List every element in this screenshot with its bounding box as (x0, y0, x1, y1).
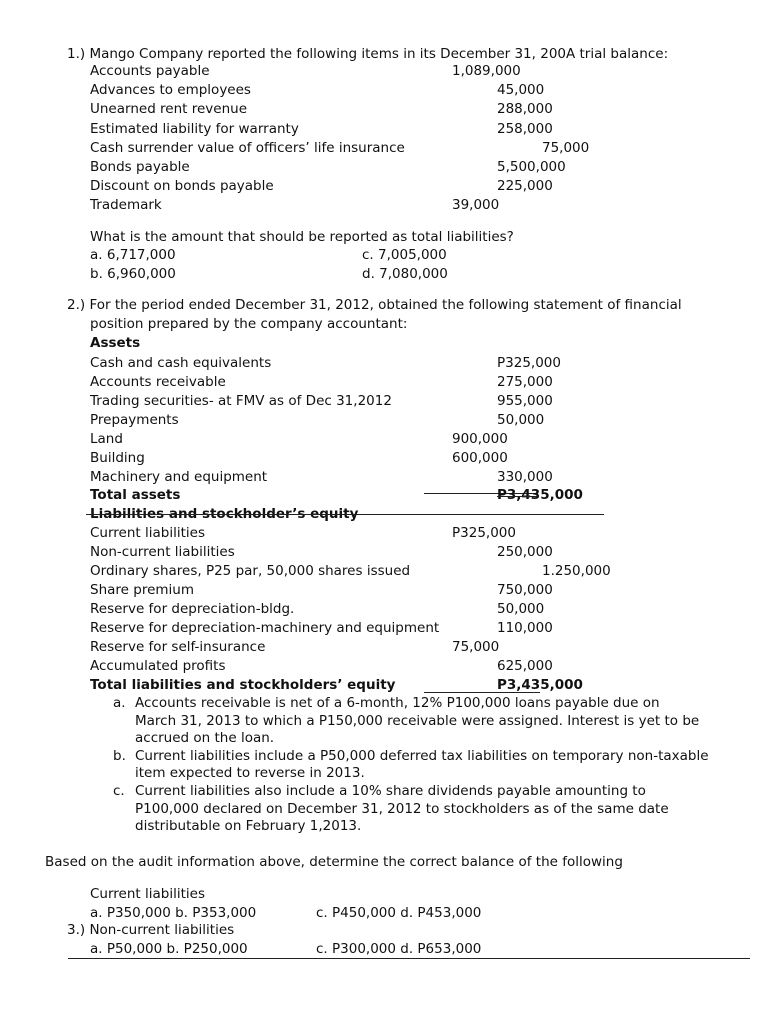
note-marker: a. (113, 695, 126, 711)
asset-item-amount: P325,000 (497, 355, 561, 371)
note-text-line: item expected to reverse in 2013. (135, 765, 365, 782)
liability-item-label: Non-current liabilities (90, 544, 235, 560)
q3-choices-cd: c. P300,000 d. P653,000 (316, 941, 482, 957)
q3-label: 3.) Non-current liabilities (67, 922, 235, 938)
trial-balance-item-label: Estimated liability for warranty (90, 120, 299, 137)
trial-balance-item-amount: 5,500,000 (497, 159, 566, 175)
liability-item-amount: P325,000 (452, 525, 516, 541)
note-text-line: Current liabilities include a P50,000 deferred tax liabilities on temporary non-taxable (135, 747, 709, 764)
total-liabilities-label: Total liabilities and stockholders’ equity (90, 677, 396, 693)
liabilities-heading-strike (86, 514, 604, 515)
asset-item-amount: 900,000 (452, 431, 508, 447)
sub-current-choices-ab: a. P350,000 b. P353,000 (90, 905, 257, 921)
liability-item-amount: 110,000 (497, 620, 553, 636)
q1-choice-a: a. 6,717,000 (90, 247, 176, 263)
q1-intro: 1.) Mango Company reported the following items in its December 31, 200A trial balance: (67, 46, 669, 62)
asset-item-amount: 275,000 (497, 374, 553, 390)
note-text-line: P100,000 declared on December 31, 2012 to stockholders as of the same date (135, 800, 669, 817)
q1-choice-c: c. 7,005,000 (362, 247, 447, 263)
total-liabilities-rule (424, 692, 540, 693)
q1-choice-d: d. 7,080,000 (362, 266, 448, 282)
liability-item-amount: 50,000 (497, 601, 545, 617)
q1-question: What is the amount that should be reported as total liabilities? (90, 229, 514, 245)
note-text-line: March 31, 2013 to which a P150,000 receivable were assigned. Interest is yet to be (135, 712, 700, 729)
trial-balance-item-amount: 39,000 (452, 197, 500, 214)
q2-intro-line-1: 2.) For the period ended December 31, 2012, obtained the following statement of financial (67, 297, 682, 313)
asset-item-label: Building (90, 450, 145, 466)
trial-balance-item-amount: 45,000 (497, 82, 545, 99)
asset-item-label: Machinery and equipment (90, 469, 268, 485)
sub-current-label: Current liabilities (90, 886, 205, 902)
trial-balance-item-amount: 75,000 (542, 139, 590, 156)
assets-heading: Assets (90, 335, 141, 351)
trial-balance-item-label: Cash surrender value of officers’ life insurance (90, 139, 405, 156)
asset-item-label: Trading securities- at FMV as of Dec 31,2012 (90, 393, 392, 409)
liability-item-label: Current liabilities (90, 525, 205, 541)
note-text-line: Current liabilities also include a 10% share dividends payable amounting to (135, 783, 646, 799)
liability-item-amount: 750,000 (497, 582, 553, 598)
asset-item-label: Land (90, 431, 123, 447)
liability-item-amount: 250,000 (497, 544, 553, 560)
asset-item-amount: 50,000 (497, 412, 545, 428)
trial-balance-item-label: Bonds payable (90, 159, 190, 175)
liability-item-label: Ordinary shares, P25 par, 50,000 shares issued (90, 563, 411, 579)
trial-balance-item-label: Unearned rent revenue (90, 101, 248, 118)
trial-balance-item-amount: 225,000 (497, 178, 553, 195)
trial-balance-item-amount: 288,000 (497, 101, 553, 118)
note-text-line: accrued on the loan. (135, 730, 275, 747)
liability-item-label: Reserve for depreciation-bldg. (90, 601, 295, 617)
liability-item-amount: 625,000 (497, 658, 553, 674)
total-assets-strike (497, 496, 539, 497)
liability-item-label: Reserve for self-insurance (90, 639, 266, 655)
asset-item-label: Cash and cash equivalents (90, 355, 272, 371)
asset-item-label: Prepayments (90, 412, 179, 428)
liability-item-amount: 1.250,000 (542, 563, 611, 579)
liability-item-label: Reserve for depreciation-machinery and equipment (90, 620, 440, 636)
trial-balance-item-label: Accounts payable (90, 63, 210, 79)
liability-item-label: Accumulated profits (90, 658, 226, 674)
bottom-rule (68, 958, 750, 959)
q2-intro-line-2: position prepared by the company accountant: (90, 316, 408, 332)
q3-choices-ab: a. P50,000 b. P250,000 (90, 941, 248, 957)
liability-item-amount: 75,000 (452, 639, 500, 655)
total-assets-amount: P3,435,000 (497, 487, 583, 503)
total-assets-label: Total assets (90, 487, 181, 503)
asset-item-amount: 330,000 (497, 469, 553, 485)
trial-balance-item-label: Advances to employees (90, 82, 251, 99)
based-on-text: Based on the audit information above, determine the correct balance of the following (45, 854, 623, 870)
asset-item-amount: 955,000 (497, 393, 553, 409)
trial-balance-item-label: Trademark (90, 197, 162, 214)
sub-current-choices-cd: c. P450,000 d. P453,000 (316, 905, 482, 921)
total-liabilities-amount: P3,435,000 (497, 677, 583, 693)
note-text-line: Accounts receivable is net of a 6-month, 12% P100,000 loans payable due on (135, 695, 660, 711)
trial-balance-item-amount: 1,089,000 (452, 63, 521, 79)
trial-balance-item-label: Discount on bonds payable (90, 178, 274, 195)
trial-balance-item-amount: 258,000 (497, 120, 553, 137)
note-marker: b. (113, 747, 126, 764)
liabilities-heading: Liabilities and stockholder’s equity (90, 506, 359, 522)
note-marker: c. (113, 783, 125, 799)
note-text-line: distributable on February 1,2013. (135, 818, 362, 835)
asset-item-label: Accounts receivable (90, 374, 226, 390)
q1-choice-b: b. 6,960,000 (90, 266, 176, 282)
asset-item-amount: 600,000 (452, 450, 508, 466)
liability-item-label: Share premium (90, 582, 194, 598)
